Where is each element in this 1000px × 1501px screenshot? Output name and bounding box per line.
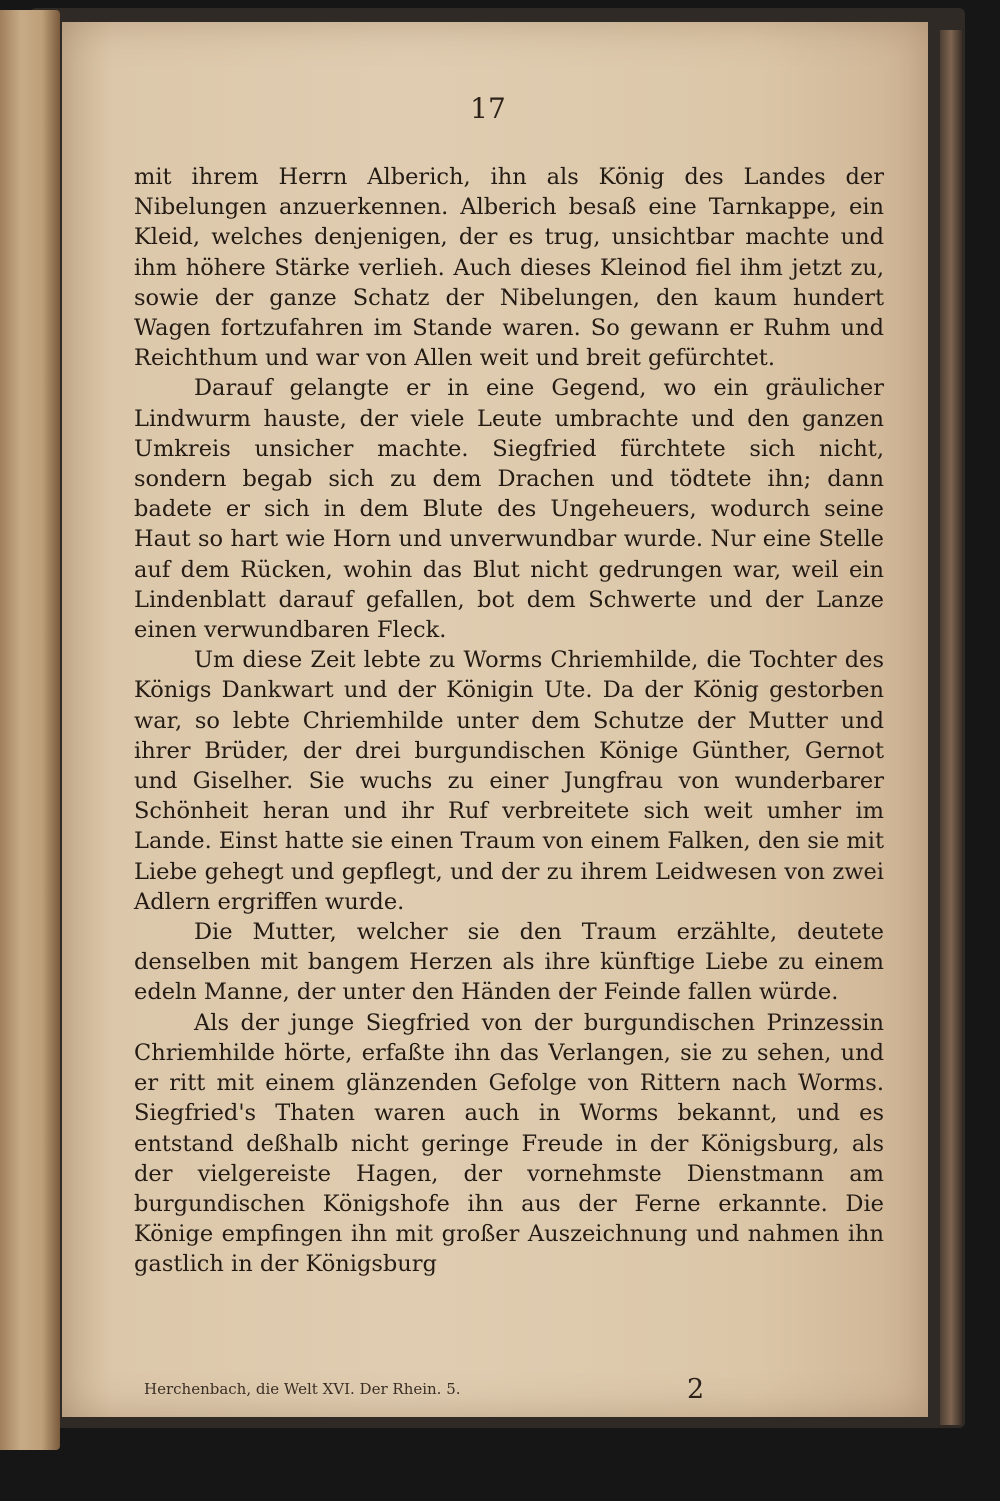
book-page <box>62 22 928 1417</box>
left-page-edge <box>0 10 60 1450</box>
paragraph-2: Darauf gelangte er in eine Gegend, wo ein gräulicher Lindwurm hauste, der viele Leute umbrachte und den ganzen Umkreis unsicher machte. Siegfried fürchtete sich nicht, sondern begab sich zu dem Drachen und tödtete ihn; dann badete er sich in dem Blute des Ungeheuers, wodurch seine Haut so hart wie Horn und unverwundbar wurde. Nur eine Stelle auf dem Rücken, wohin das Blut nicht gedrungen war, weil ein Lindenblatt darauf gefallen, bot dem Schwerte und der Lanze einen verwundbaren Fleck. <box>134 375 884 644</box>
paragraph-1: mit ihrem Herrn Alberich, ihn als König des Landes der Nibelungen anzuerkennen. Alberich besaß eine Tarnkappe, ein Kleid, welches denjenigen, der es trug, unsichtbar machte und ihm höhere Stärke verlieh. Auch dieses Kleinod fiel ihm jetzt zu, sowie der ganze Schatz der Nibelungen, den kaum hundert Wagen fortzufahren im Stande waren. So gewann er Ruhm und Reichthum und war von Allen weit und breit gefürchtet. <box>134 164 884 372</box>
body-text <box>134 162 884 1280</box>
paragraph-5: Als der junge Siegfried von der burgundischen Prinzessin Chriemhilde hörte, erfaßte ihn das Verlangen, sie zu sehen, und er ritt mit einem glänzenden Gefolge von Rittern nach Worms. Siegfried's Thaten waren auch in Worms bekannt, und es entstand deßhalb nicht geringe Freude in der Königsburg, als der vielgereiste Hagen, der vornehmste Dienstmann am burgundischen Königshofe ihn aus der Ferne erkannte. Die Könige empfingen ihn mit großer Auszeichnung und nahmen ihn gastlich in der Königsburg <box>134 1009 884 1278</box>
paragraph-4: Die Mutter, welcher sie den Traum erzählte, deutete denselben mit bangem Herzen als ihre künftige Liebe zu einem edeln Manne, der unter den Händen der Feinde fallen würde. <box>134 919 884 1006</box>
paragraph-3: Um diese Zeit lebte zu Worms Chriemhilde, die Tochter des Königs Dankwart und der Königin Ute. Da der König gestorben war, so lebte Chriemhilde unter dem Schutze der Mutter und ihrer Brüder, der drei burgundischen Könige Günther, Gernot und Giselher. Sie wuchs zu einer Jungfrau von wunderbarer Schönheit heran und ihr Ruf verbreitete sich weit umher im Lande. Einst hatte sie einen Traum von einem Falken, den sie mit Liebe gehegt und gepflegt, und der zu ihrem Leidwesen von zwei Adlern ergriffen wurde. <box>134 647 884 915</box>
page-number: 17 <box>470 92 506 125</box>
page-footer: Herchenbach, die Welt XVI. Der Rhein. 5. <box>144 1380 461 1398</box>
signature-mark: 2 <box>687 1374 705 1405</box>
page-stack-edge <box>940 30 962 1425</box>
